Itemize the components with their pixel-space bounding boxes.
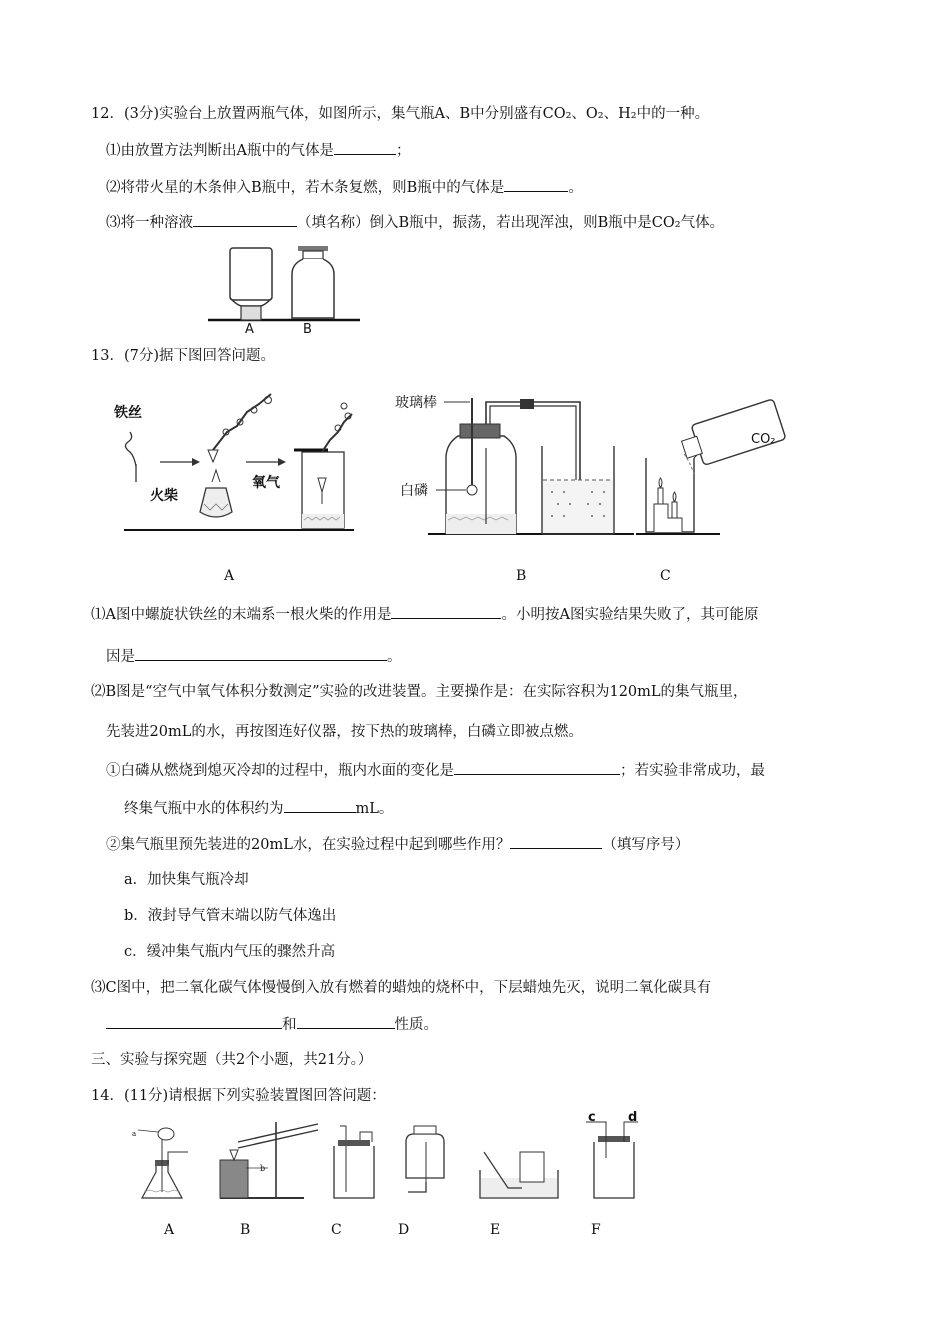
- q13-fig-c-co2-candles: [636, 394, 796, 540]
- q13-label-co2: CO₂: [751, 432, 776, 447]
- q12-part1-text: ⑴由放置方法判断出A瓶中的气体是: [106, 143, 334, 159]
- q13-option-b: b．液封导气管末端以防气体逸出: [124, 908, 337, 924]
- q12-blank-2[interactable]: [504, 177, 568, 192]
- q12-gas-bottles-figure: [208, 240, 368, 340]
- q13-part3-and: 和: [282, 1017, 297, 1033]
- q12-part1-end: ；: [395, 143, 411, 159]
- q13-sub2-end: （填写序号）: [602, 837, 690, 853]
- q13-sub2-text: ②集气瓶里预先装进的20mL水，在实验过程中起到哪些作用？: [106, 837, 511, 853]
- q12-part2: [106, 177, 583, 198]
- q13-caption-a: A: [224, 568, 235, 584]
- section3-title: 三、实验与探究题（共2个小题，共21分。）: [91, 1052, 373, 1068]
- q13-label-match: 火柴: [150, 488, 178, 504]
- q13-option-a: a．加快集气瓶冷却: [124, 872, 249, 888]
- q14-label-a-small: a: [132, 1130, 137, 1138]
- q12-part3-text: ⑶将一种溶液: [106, 215, 193, 231]
- q13-blank-3[interactable]: [454, 760, 620, 775]
- q13-part1-line2: [106, 646, 402, 667]
- q12-part3: [106, 212, 724, 233]
- q14-caption-d: D: [398, 1222, 410, 1238]
- q14-label-d: d: [628, 1110, 638, 1125]
- apparatus-f-icon: [586, 1122, 638, 1198]
- q13-blank-1[interactable]: [391, 604, 501, 619]
- q13-blank-5[interactable]: [510, 834, 602, 849]
- q13-part2-sub1-line1: [106, 760, 765, 781]
- q13-part2-sub2: [106, 834, 689, 855]
- q14-label-b-small: b: [260, 1164, 266, 1173]
- q13-caption-b: B: [516, 568, 527, 584]
- q13-part1-text: ⑴A图中螺旋状铁丝的末端系一根火柴的作用是: [91, 607, 392, 623]
- q12-blank-3[interactable]: [193, 212, 297, 227]
- apparatus-b-icon: [220, 1122, 318, 1198]
- q13-part1-line1: [91, 604, 758, 625]
- q13-option-c: c．缓冲集气瓶内气压的骤然升高: [124, 944, 336, 960]
- bottle-b-icon: [292, 246, 334, 318]
- q13-part3-end: 性质。: [394, 1017, 438, 1033]
- q13-stem: 13．(7分)据下图回答问题。: [91, 348, 275, 364]
- q14-caption-e: E: [490, 1222, 501, 1238]
- apparatus-c-icon: [334, 1126, 374, 1198]
- q12-fig-label-b: B: [303, 322, 312, 337]
- q13-part1-reason: 因是: [106, 649, 135, 665]
- q12-blank-1[interactable]: [334, 140, 396, 155]
- q12-stem: 12．(3分)实验台上放置两瓶气体，如图所示，集气瓶A、B中分别盛有CO₂、O₂、H₂中的一种。: [91, 106, 710, 122]
- q13-part2-sub1-line2: [124, 798, 393, 819]
- apparatus-a-icon: [138, 1128, 188, 1198]
- q13-part2-line2: 先装进20mL的水，再按图连好仪器，按下热的玻璃棒，白磷立即被点燃。: [106, 724, 583, 740]
- q14-apparatus-figure: [128, 1112, 648, 1208]
- q13-label-glass-rod: 玻璃棒: [395, 395, 437, 411]
- q12-part3-end: （填名称）倒入B瓶中，振荡，若出现浑浊，则B瓶中是CO₂气体。: [297, 215, 725, 231]
- q13-part1-end: 。: [387, 649, 402, 665]
- q12-part1: [106, 140, 410, 161]
- q13-part3-line2: [106, 1014, 438, 1035]
- q13-part3-line1: ⑶C图中，把二氧化碳气体慢慢倒入放有燃着的蜡烛的烧杯中，下层蜡烛先灭，说明二氧化碳具有: [91, 980, 712, 996]
- q13-sub1-text: ①白磷从燃烧到熄灭冷却的过程中，瓶内水面的变化是: [106, 763, 454, 779]
- q13-sub1-unit: mL。: [355, 801, 394, 817]
- q13-label-white-phosphorus: 白磷: [400, 483, 428, 499]
- apparatus-e-icon: [480, 1152, 558, 1198]
- q13-sub1-volume: 终集气瓶中水的体积约为: [124, 801, 284, 817]
- q12-fig-label-a: A: [245, 322, 254, 337]
- q14-caption-c: C: [331, 1222, 342, 1238]
- q13-part1-text-cont: 。小明按A图实验结果失败了，其可能原: [501, 607, 759, 623]
- q14-caption-b: B: [240, 1222, 251, 1238]
- bottle-a-icon: [230, 248, 272, 320]
- q14-caption-f: F: [591, 1222, 601, 1238]
- q14-label-c: c: [588, 1110, 596, 1125]
- q12-part2-end: 。: [568, 180, 583, 196]
- q14-stem: 14．(11分)请根据下列实验装置图回答问题：: [91, 1088, 386, 1104]
- q13-sub1-text-cont: ；若实验非常成功，最: [620, 763, 765, 779]
- q13-fig-a-iron-wire: [108, 392, 358, 537]
- q13-blank-6[interactable]: [106, 1014, 282, 1029]
- q13-label-oxygen: 氧气: [252, 475, 280, 491]
- apparatus-d-icon: [406, 1126, 444, 1192]
- q13-blank-7[interactable]: [297, 1014, 395, 1029]
- q13-caption-c: C: [660, 568, 671, 584]
- q13-part2-line1: ⑵B图是“空气中氧气体积分数测定”实验的改进装置。主要操作是：在实际容积为120mL的集气瓶里，: [91, 684, 748, 700]
- q14-caption-a: A: [164, 1222, 175, 1238]
- q12-part2-text: ⑵将带火星的木条伸入B瓶中，若木条复燃，则B瓶中的气体是: [106, 180, 505, 196]
- q13-blank-2[interactable]: [135, 646, 387, 661]
- q13-label-iron-wire: 铁丝: [114, 405, 142, 421]
- q13-blank-4[interactable]: [284, 798, 356, 813]
